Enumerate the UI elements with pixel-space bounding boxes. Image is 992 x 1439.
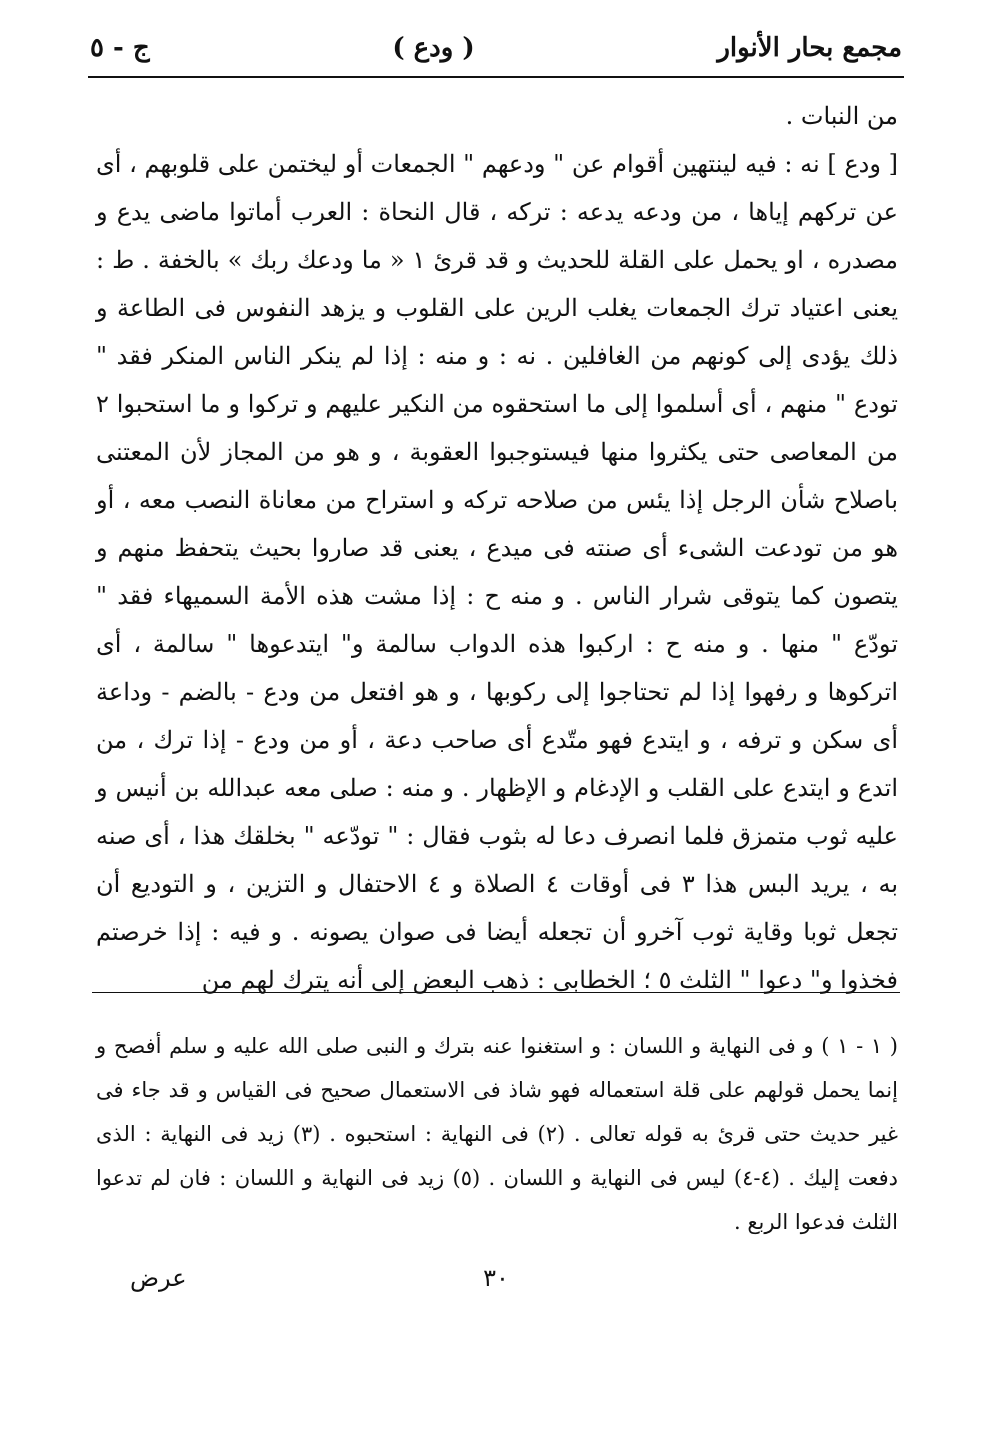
header-rule bbox=[88, 76, 904, 78]
book-title: مجمع بحار الأنوار bbox=[717, 33, 902, 63]
main-paragraph: من النبات . bbox=[785, 102, 898, 130]
footnotes-text: ( ١ - ١ ) و فى النهاية و اللسان : و استغنوا عنه بترك و النبى صلى الله عليه و سلم أفصح و إنما يحمل قولهم على قلة استعماله فهو شاذ فى الاستعمال صحيح فى القياس و قد جاء فى غير حديث حتى قرئ به قوله تعالى . (٢) فى النهاية : استحبوه . (٣) زيد فى النهاية : الذى دفعت إليك . (٤-٤) ليس فى النهاية و اللسان . (٥) زيد فى النهاية و اللسان : فان لم تدعوا الثلث فدعوا الربع . bbox=[96, 1034, 898, 1234]
footnote-rule bbox=[92, 992, 900, 993]
footnotes bbox=[96, 1024, 898, 1244]
running-header bbox=[90, 26, 902, 70]
page-number: ٣٠ bbox=[483, 1264, 509, 1292]
catchword: عرض bbox=[130, 1264, 187, 1292]
main-paragraph: [ ودع ] نه : فيه لينتهين أقوام عن " ودعهم " الجمعات أو ليختمن على قلوبهم ، أى عن تركهم إياها ، من ودعه يدعه : تركه ، قال النحاة : العرب أماتوا ماضى يدع و مصدره ، او يحمل على القلة للحديث و قد قرئ ١ « ما ودعك ربك » بالخفة . ط : يعنى اعتياد ترك الجمعات يغلب الرين على القلوب و يزهد النفوس فى الطاعة و ذلك يؤدى إلى كونهم من الغافلين . نه : و منه : إذا لم ينكر الناس المنكر فقد " تودع " منهم ، أى أسلموا إلى ما استحقوه من النكير عليهم و تركوا و ما استحبوا ٢ من المعاصى حتى يكثروا منها فيستوجبوا العقوبة ، و هو من المجاز لأن المعتنى باصلاح شأن الرجل إذا يئس من صلاحه تركه و استراح من معاناة النصب معه ، أو هو من تودعت الشىء أى صنته فى ميدع ، يعنى قد صاروا بحيث يتحفظ منهم و يتصون كما يتوقى شرار الناس . و منه ح : إذا مشت هذه الأمة السميهاء فقد " تودّع " منها . و منه ح : اركبوا هذه الدواب سالمة و" ايتدعوها " سالمة ، أى اتركوها و رفهوا إذا لم تحتاجوا إلى ركوبها ، و هو افتعل من ودع - بالضم - وداعة أى سكن و ترفه ، و ايتدع فهو متّدع أى صاحب دعة ، أو من ودع - إذا ترك ، من اتدع و ايتدع على القلب و الإدغام و الإظهار . و منه : صلى معه عبدالله بن أنيس و عليه ثوب متمزق فلما انصرف دعا له بثوب فقال : " تودّعه " بخلقك هذا ، أى صنه به ، يريد البس هذا ٣ فى أوقات ٤ الصلاة و ٤ الاحتفال و التزين ، و التوديع أن تجعل ثوبا وقاية ثوب آخرو أن تجعله أيضا فى صوان يصونه . و فيه : إذا خرصتم فخذوا و" دعوا " الثلث ٥ ؛ الخطابى : ذهب البعض إلى أنه يترك لهم من bbox=[96, 150, 899, 994]
main-text bbox=[96, 92, 898, 1004]
entry-heading: ( ودع ) bbox=[392, 33, 475, 63]
volume-label: ج - ٥ bbox=[90, 33, 150, 63]
page-footer bbox=[90, 1264, 902, 1304]
